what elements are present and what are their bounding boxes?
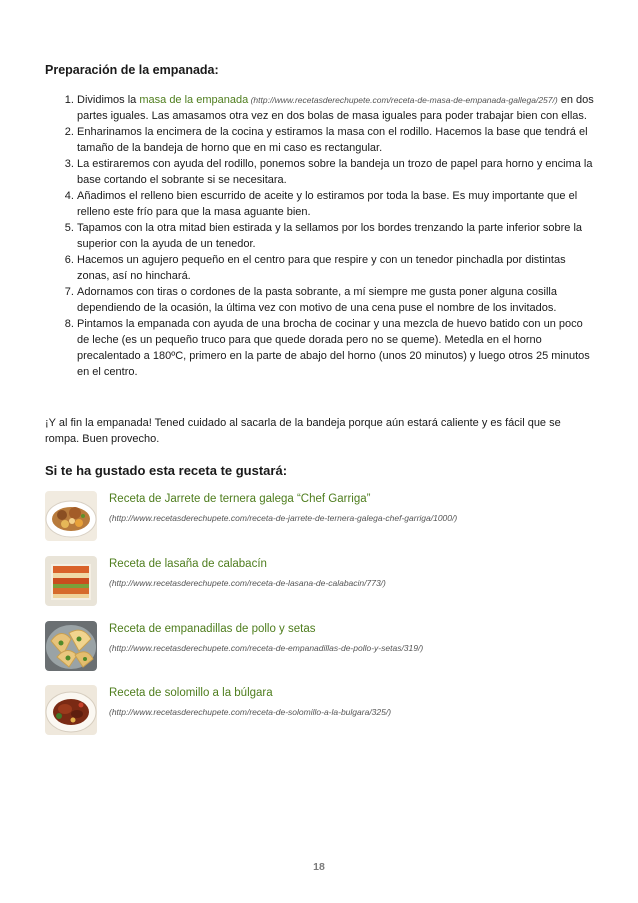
step-1 — [77, 92, 595, 124]
related-recipe-item[interactable] — [45, 685, 595, 737]
step-4: 4. Añadimos el relleno bien escurrido de aceite y lo estiramos por toda la base. Es muy importante que el relleno este frío para que la masa aguante bien. — [77, 188, 595, 220]
related-recipe-url[interactable]: (http://www.recetasderechupete.com/receta-de-jarrete-de-ternera-galega-chef-garriga/1000/) — [109, 513, 458, 523]
page-number: 18 — [313, 861, 325, 873]
step-1-text-start: Dividimos la — [77, 94, 140, 106]
preparation-steps-list — [45, 92, 595, 380]
dough-recipe-url[interactable]: (http://www.recetasderechupete.com/receta-de-masa-de-empanada-gallega/257/) — [248, 95, 558, 105]
related-recipe-item[interactable] — [45, 491, 595, 543]
related-recipe-url[interactable]: (http://www.recetasderechupete.com/receta-de-lasana-de-calabacin/773/) — [109, 578, 386, 588]
step-2: 2. Enharinamos la encimera de la cocina y estiramos la masa con el rodillo. Hacemos la base que tendrá el tamaño de la bandeja de horno que en mi caso es rectangular. — [77, 124, 595, 156]
dough-recipe-link[interactable]: masa de la empanada — [139, 94, 249, 106]
related-recipe-title-link[interactable]: Receta de lasaña de calabacín — [109, 558, 267, 570]
related-recipe-thumbnail[interactable] — [45, 685, 97, 735]
section-heading-preparation: Preparación de la empanada: — [45, 63, 219, 77]
step-6: 6. Hacemos un agujero pequeño en el centro para que respire y con un tenedor pinchadla por distintas zonas, así no hinchará. — [77, 252, 595, 284]
step-8: 8. Pintamos la empanada con ayuda de una brocha de cocinar y una mezcla de huevo batido con un poco de leche (es un pequeño truco para que quede dorada pero no se queme). Metedla en el horno precalentado a 180ºC, primero en la parte de abajo del horno (unos 20 minutos) y luego otros 25 minutos en el centro. — [77, 316, 595, 380]
related-recipe-title-link[interactable]: Receta de Jarrete de ternera galega “Chef Garriga” — [109, 493, 371, 505]
related-recipe-url[interactable]: (http://www.recetasderechupete.com/receta-de-solomillo-a-la-bulgara/325/) — [109, 707, 392, 717]
related-recipe-item[interactable] — [45, 556, 595, 608]
closing-paragraph: ¡Y al fin la empanada! Tened cuidado al sacarla de la bandeja porque aún estará caliente y es fácil que se rompa. Buen provecho. — [45, 417, 561, 445]
related-recipe-item[interactable] — [45, 621, 595, 673]
step-7: 7. Adornamos con tiras o cordones de la pasta sobrante, a mí siempre me gusta poner alguna cosilla dependiendo de la ocasión, la última vez con motivo de una cena puse el nombre de los invitados. — [77, 284, 595, 316]
related-recipe-thumbnail[interactable] — [45, 491, 97, 541]
step-1-text-end: en dos partes iguales. Las amasamos otra vez en dos bolas de masa iguales para poder trabajar bien con ellas. — [77, 94, 594, 122]
step-5: 5. Tapamos con la otra mitad bien estirada y la sellamos por los bordes trenzando la parte inferior sobre la superior con la ayuda de un tenedor. — [77, 220, 595, 252]
step-3: 3. La estiraremos con ayuda del rodillo, ponemos sobre la bandeja un trozo de papel para horno y encima la base cortando el sobrante si se necesitara. — [77, 156, 595, 188]
related-recipe-title-link[interactable]: Receta de empanadillas de pollo y setas — [109, 623, 316, 635]
related-recipe-thumbnail[interactable] — [45, 621, 97, 671]
related-recipe-thumbnail[interactable] — [45, 556, 97, 606]
related-recipe-url[interactable]: (http://www.recetasderechupete.com/receta-de-empanadillas-de-pollo-y-setas/319/) — [109, 643, 424, 653]
section-heading-related-recipes: Si te ha gustado esta receta te gustará: — [45, 463, 288, 478]
related-recipe-title-link[interactable]: Receta de solomillo a la búlgara — [109, 687, 273, 699]
